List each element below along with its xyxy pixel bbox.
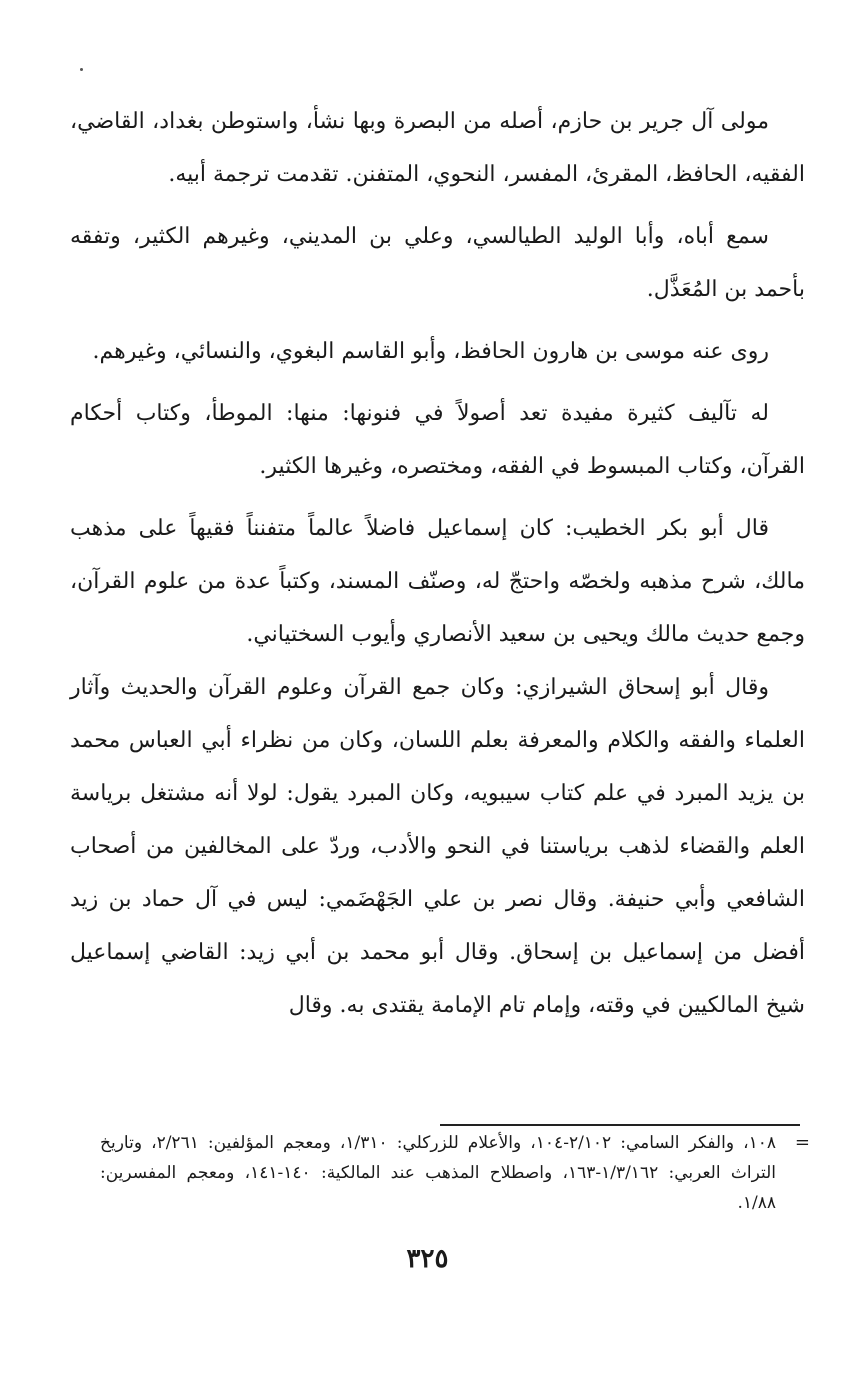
paragraph-khatib-quote: قال أبو بكر الخطيب: كان إسماعيل فاضلاً عالماً متفنناً فقيهاً على مذهب مالك، شرح مذهبه ولخصّه واحتجّ له، وصنّف المسند، وكتباً عدة من علوم القرآن، وجمع حديث مالك ويحيى بن سعيد الأنصاري وأيوب السختياني. <box>70 516 805 647</box>
footnotes <box>100 1128 810 1218</box>
page-number: ٣٢٥ <box>406 1244 449 1274</box>
paragraph-biography: مولى آل جرير بن حازم، أصله من البصرة وبها نشأ، واستوطن بغداد، القاضي، الفقيه، الحافظ، المقرئ، المفسر، النحوي، المتفنن. تقدمت ترجمة أبيه. <box>70 109 805 187</box>
footnote-divider <box>440 1124 800 1126</box>
footnote-continuation-marker: = <box>794 1132 810 1153</box>
paragraph-students: روى عنه موسى بن هارون الحافظ، وأبو القاسم البغوي، والنسائي، وغيرهم. <box>92 339 769 364</box>
footnote-text: ١٠٨، والفكر السامي: ٢/١٠٢-١٠٤، والأعلام للزركلي: ١/٣١٠، ومعجم المؤلفين: ٢/٢٦١، وتاريخ التراث العربي: ١/٣/١٦٢-١٦٣، واصطلاح المذهب عند المالكية: ١٤٠-١٤١، ومعجم المفسرين: ١/٨٨. <box>100 1133 777 1213</box>
paragraph-shirazi-quote: وقال أبو إسحاق الشيرازي: وكان جمع القرآن وعلوم القرآن والحديث وآثار العلماء والفقه والكلام والمعرفة بعلم اللسان، وكان من نظراء أبي العباس محمد بن يزيد المبرد في علم كتاب سيبويه، وكان المبرد يقول: لولا أنه مشتغل برياسة العلم والقضاء لذهب برياستنا في النحو والأدب، وردّ على المخالفين من أصحاب الشافعي وأبي حنيفة. وقال نصر بن علي الجَهْضَمي: ليس في آل حماد بن زيد أفضل من إسماعيل بن إسحاق. وقال أبو محمد بن أبي زيد: القاضي إسماعيل شيخ المالكيين في وقته، وإمام تام الإمامة يقتدى به. وقال <box>70 675 805 1018</box>
paragraph-teachers: سمع أباه، وأبا الوليد الطيالسي، وعلي بن المديني، وغيرهم الكثير، وتفقه بأحمد بن المُعَذَّل. <box>70 224 805 302</box>
paragraph-works: له تآليف كثيرة مفيدة تعد أصولاً في فنونها: منها: الموطأ، وكتاب أحكام القرآن، وكتاب المبسوط في الفقه، ومختصره، وغيرها الكثير. <box>70 401 805 479</box>
main-text <box>70 95 805 1032</box>
scan-speck <box>80 68 83 71</box>
